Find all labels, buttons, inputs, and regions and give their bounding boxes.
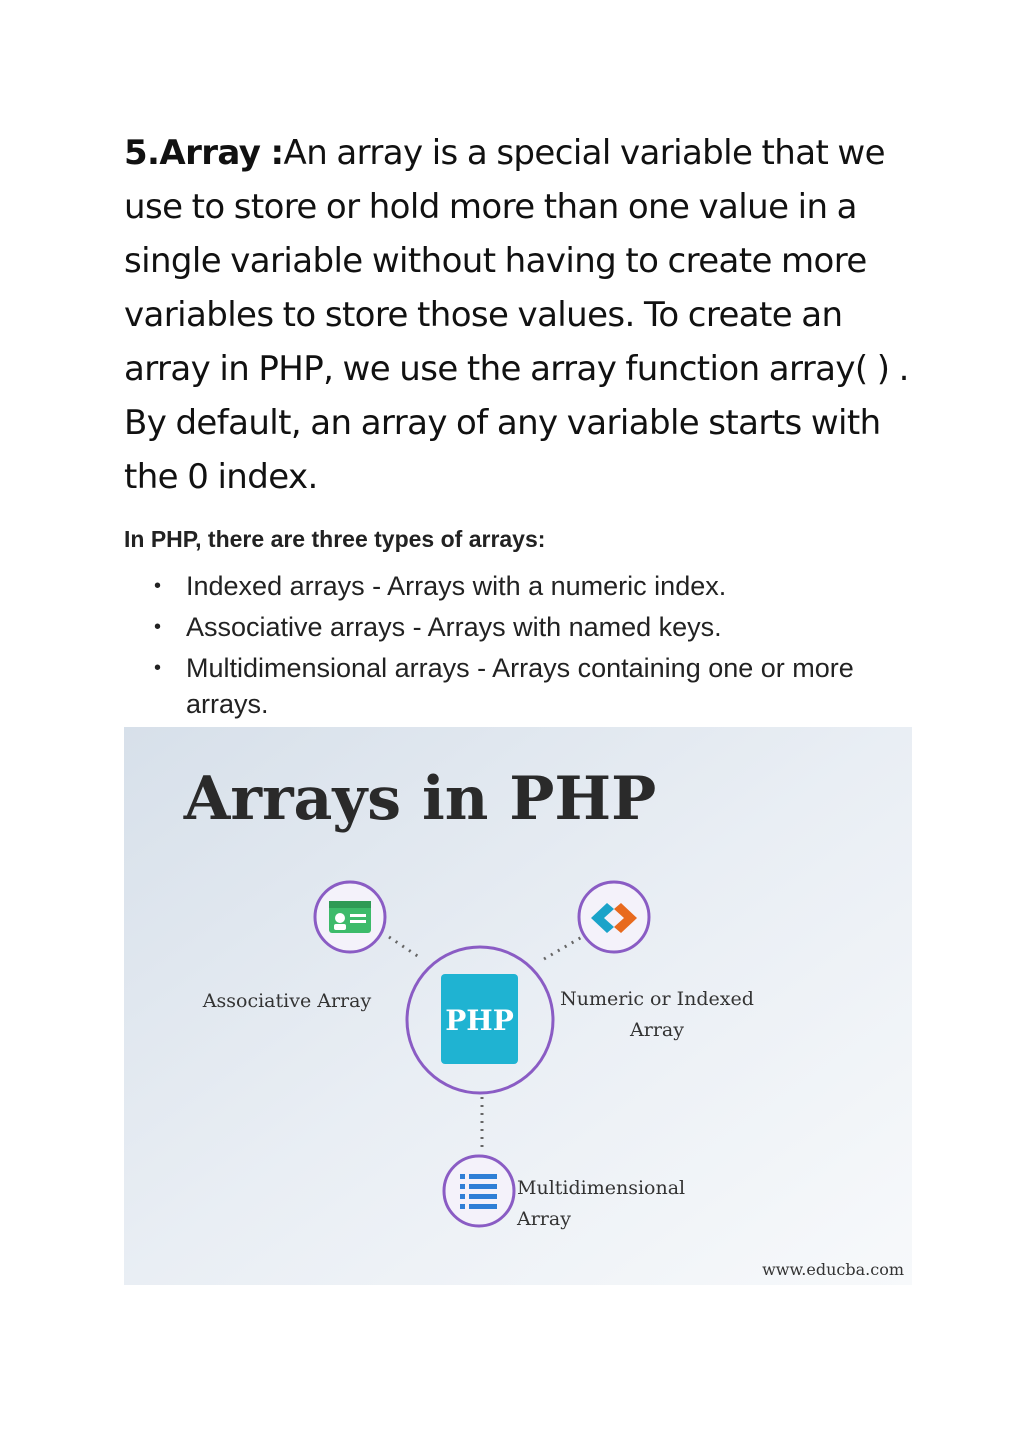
list-item-associative: [124, 609, 904, 645]
types-heading: In PHP, there are three types of arrays:: [124, 526, 546, 552]
multidimensional-circle: [444, 1156, 514, 1226]
list-item-indexed: [124, 568, 904, 604]
array-definition: An array is a special variable that we use to store or hold more than one value in a single variable without having to create more variables to store those values. To create an array in PHP, we use the array function array( ) . By default, an array of any variable starts with the 0 index.: [124, 133, 909, 497]
indexed-circle: [579, 882, 649, 952]
array-types-list: [124, 568, 904, 727]
source-credit: www.educba.com: [762, 1260, 904, 1279]
arrays-in-php-diagram: [124, 727, 912, 1285]
array-term: 5.Array :: [124, 133, 284, 173]
bullet-icon: •: [154, 616, 162, 638]
diagram-title: Arrays in PHP: [183, 764, 657, 834]
multidimensional-label-line1: Multidimensional: [517, 1177, 686, 1199]
bullet-icon: •: [154, 657, 162, 679]
array-description: [124, 126, 914, 504]
list-item-text: Multidimensional arrays - Arrays containing one or more arrays.: [186, 653, 854, 719]
indexed-label-line2: Array: [630, 1019, 684, 1041]
id-card-icon: [329, 901, 371, 933]
multidimensional-label-line2: Array: [517, 1208, 571, 1230]
bullet-icon: •: [154, 575, 162, 597]
list-item-multidimensional: [124, 650, 904, 722]
php-box-label: PHP: [445, 1004, 514, 1037]
associative-label: Associative Array: [202, 990, 372, 1012]
list-item-text: Indexed arrays - Arrays with a numeric index.: [186, 571, 727, 601]
indexed-label-line1: Numeric or Indexed: [560, 988, 754, 1010]
list-item-text: Associative arrays - Arrays with named keys.: [186, 612, 722, 642]
